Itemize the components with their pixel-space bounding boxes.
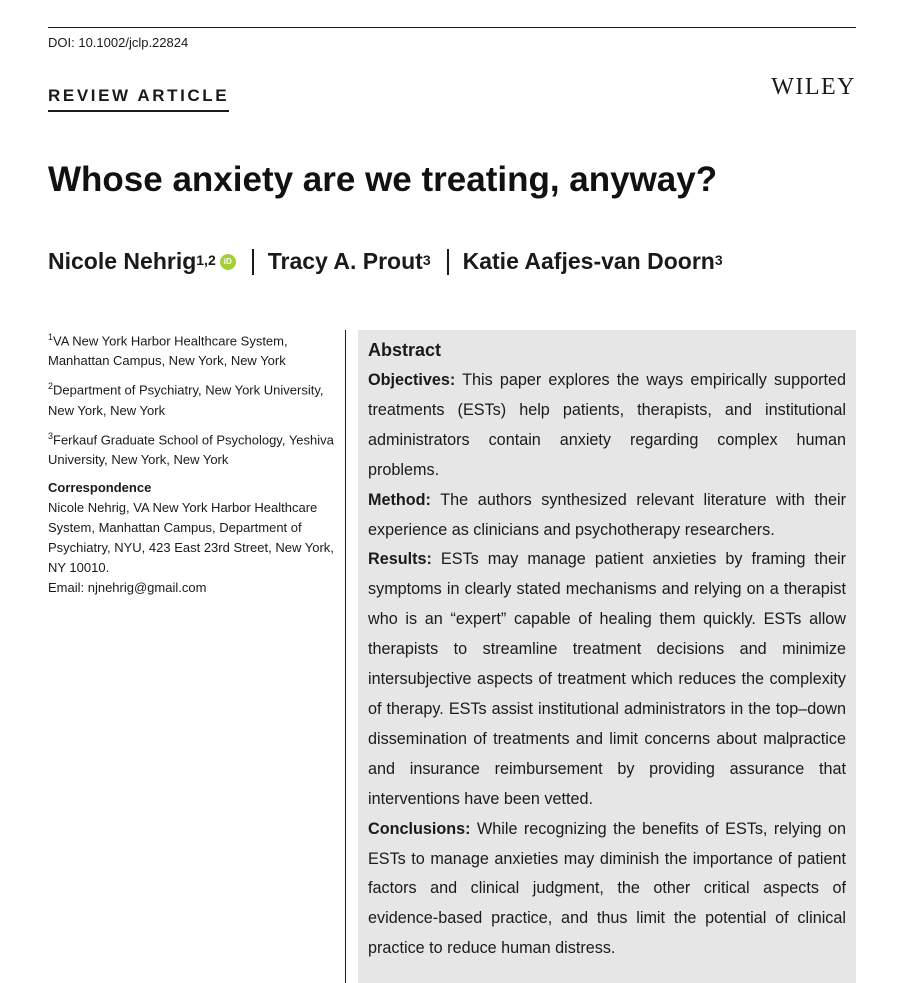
abstract-box [358, 330, 856, 983]
abstract-section-text: The authors synthesized relevant literature with their experience as clinicians and psychotherapy researchers. [368, 490, 846, 539]
article-title: Whose anxiety are we treating, anyway? [48, 160, 718, 199]
abstract-body [368, 366, 846, 964]
author-list [48, 248, 723, 275]
affiliation-number: 1 [48, 332, 54, 342]
abstract-section-label: Objectives: [368, 371, 456, 389]
correspondence-email[interactable]: Email: njnehrig@gmail.com [48, 580, 207, 595]
affiliations [48, 327, 338, 475]
publisher-logo: WILEY [771, 74, 856, 100]
correspondence-heading: Correspondence [48, 480, 152, 495]
affiliation [48, 426, 338, 470]
author-name: Nicole Nehrig [48, 248, 197, 274]
abstract-heading: Abstract [368, 340, 442, 360]
article-type: REVIEW ARTICLE [48, 86, 229, 112]
abstract-section [368, 545, 846, 814]
affiliation-number: 2 [48, 381, 54, 392]
abstract-section-label: Conclusions: [368, 819, 471, 838]
affiliation-number: 3 [48, 430, 54, 441]
abstract-section [368, 815, 846, 965]
author-name: Tracy A. Prout [267, 248, 423, 274]
author-affil-sup: 1,2 [196, 251, 216, 268]
orcid-icon[interactable]: iD [220, 254, 236, 270]
doi: DOI: 10.1002/jclp.22824 [48, 35, 189, 50]
abstract-section-text: While recognizing the benefits of ESTs, relying on ESTs to manage anxieties may diminish the importance of patient factors and clinical judgment, the other critical aspects of evidence-based practice, and thus limit the potential of clinical practice to reduce human distress. [368, 819, 847, 958]
correspondence [48, 478, 338, 598]
author-name: Katie Aafjes-van Doorn [462, 248, 715, 274]
author-separator [447, 249, 449, 275]
author-separator [252, 249, 254, 275]
column-divider [345, 330, 346, 983]
affiliation-text: Department of Psychiatry, New York University, New York, New York [48, 382, 324, 418]
abstract-section-label: Method: [368, 490, 431, 509]
affiliation-text: VA New York Harbor Healthcare System, Manhattan Campus, New York, New York [48, 333, 288, 369]
top-rule [48, 27, 856, 28]
abstract-section-text: ESTs may manage patient anxieties by framing their symptoms in clearly stated mechanisms and relying on a therapist who is an “expert” capable of healing them quickly. ESTs allow therapists to streamline treatment decisions and minimize intersubjective aspects of treatment which reduces the complexity of therapy. ESTs assist institutional administrators in the top–down dissemination of treatments and limit concerns about malpractice and insurance reimbursement by providing assurance that interventions have been vetted. [368, 550, 846, 808]
author-affil-sup: 3 [714, 251, 723, 268]
abstract-section [368, 366, 846, 486]
author-affil-sup: 3 [422, 251, 431, 268]
affiliation [48, 327, 338, 371]
abstract-section [368, 486, 846, 546]
affiliation-text: Ferkauf Graduate School of Psychology, Yeshiva University, New York, New York [48, 431, 334, 467]
abstract-section-text: This paper explores the ways empirically supported treatments (ESTs) help patients, therapists, and institutional administrators contain anxiety regarding complex human problems. [368, 371, 846, 479]
abstract-section-label: Results: [368, 550, 432, 569]
correspondence-address: Nicole Nehrig, VA New York Harbor Healthcare System, Manhattan Campus, Department of Psychiatry, NYU, 423 East 23rd Street, New York, NY 10010. [48, 500, 334, 575]
affiliation [48, 376, 338, 420]
